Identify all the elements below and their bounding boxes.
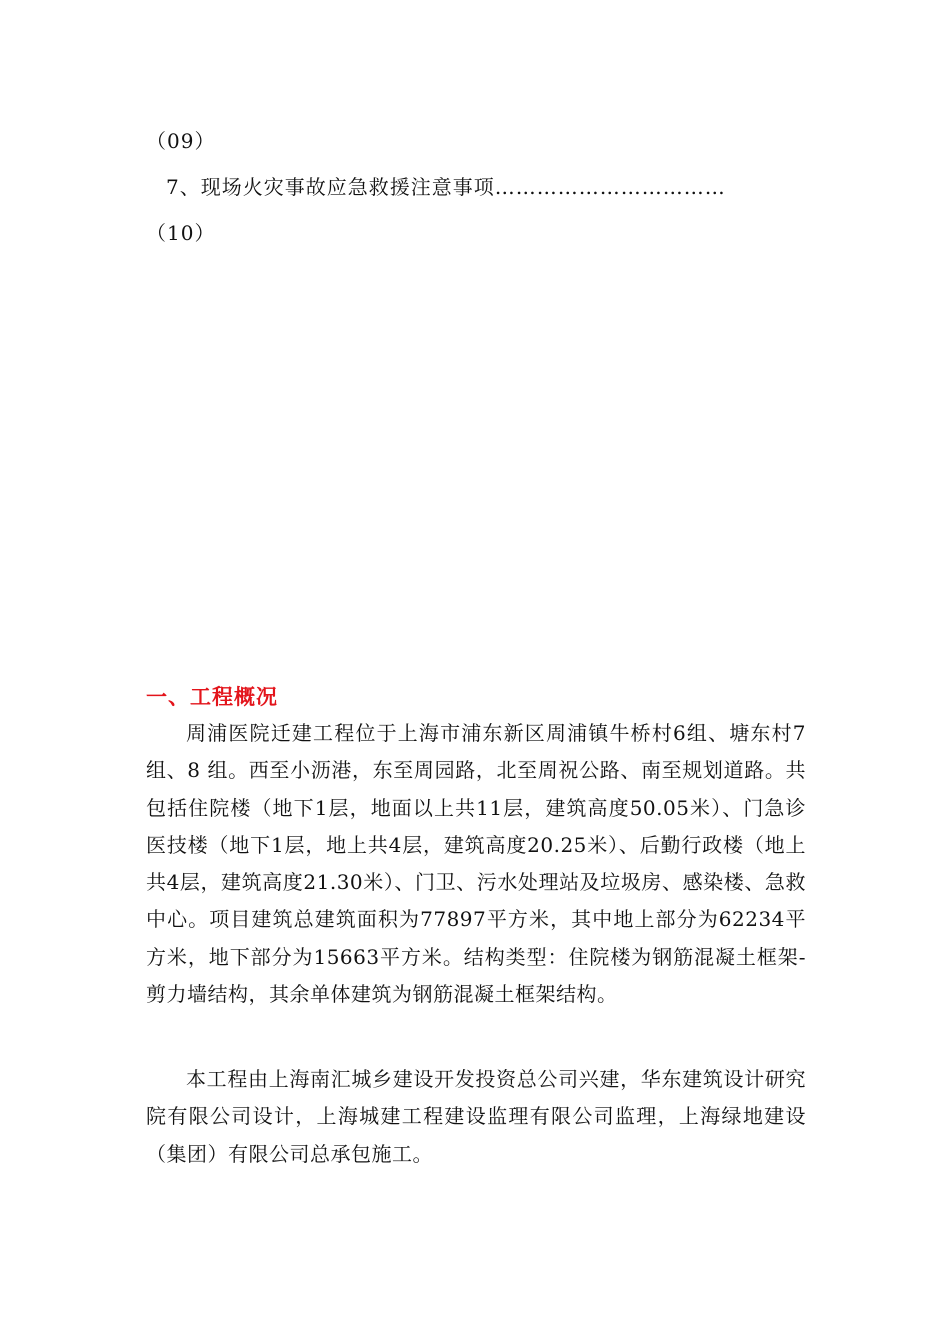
body-paragraph: 本工程由上海南汇城乡建设开发投资总公司兴建，华东建筑设计研究院有限公司设计，上海城建工程建设监理有限公司监理，上海绿地建设（集团）有限公司总承包施工。 (146, 1067, 806, 1166)
body-paragraph: 周浦医院迁建工程位于上海市浦东新区周浦镇牛桥村6组、塘东村7组、8 组。西至小沥港，东至周园路，北至周祝公路、南至规划道路。共包括住院楼（地下1层，地面以上共11层，建筑高度50.05米）、门急诊医技楼（地下1层，地上共4层，建筑高度20.25米）、后勤行政楼（地上共4层，建筑高度21.30米）、门卫、污水处理站及垃圾房、感染楼、急救中心。项目建筑总建筑面积为77897平方米，其中地上部分为62234平方米，地下部分为15663平方米。结构类型：住院楼为钢筋混凝土框架-剪力墙结构，其余单体建筑为钢筋混凝土框架结构。 (146, 721, 806, 1007)
toc-page-number: （10） (146, 221, 216, 245)
toc-entry: 7、现场火灾事故应急救援注意事项…………………………… (166, 175, 726, 199)
toc-page-number: （09） (146, 129, 216, 153)
section-heading: 一、工程概况 (146, 685, 278, 709)
